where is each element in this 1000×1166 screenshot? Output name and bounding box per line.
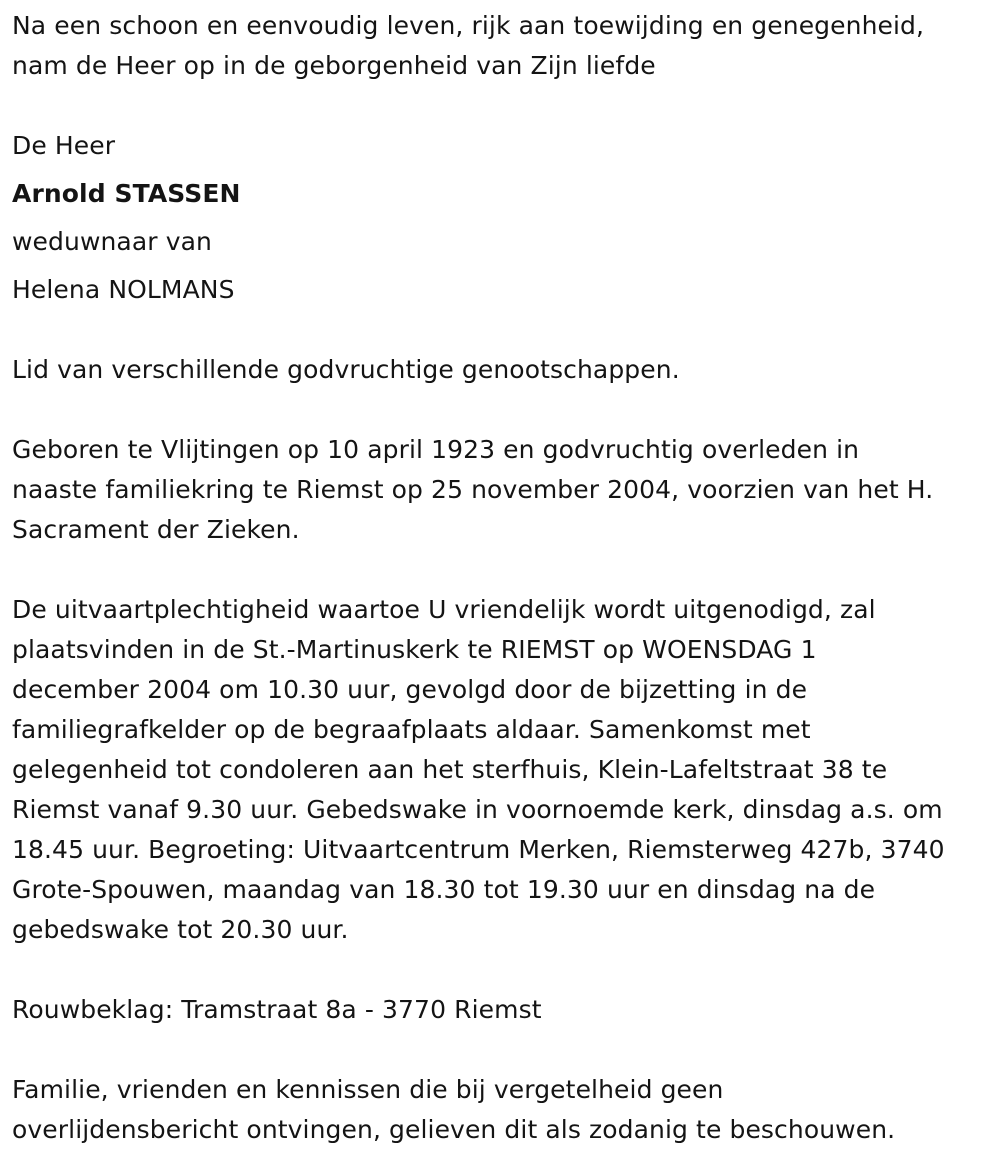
condolence-address: Rouwbeklag: Tramstraat 8a - 3770 Riemst bbox=[12, 995, 542, 1024]
closing-line-2: overlijdensbericht ontvingen, gelieven dit als zodanig te beschouwen. bbox=[12, 1115, 896, 1144]
funeral-line-5: gelegenheid tot condoleren aan het sterfhuis, Klein-Lafeltstraat 38 te bbox=[12, 755, 888, 784]
intro-line-1: Na een schoon en eenvoudig leven, rijk aan toewijding en genegenheid, bbox=[12, 11, 925, 40]
intro-line-2: nam de Heer op in de geborgenheid van Zijn liefde bbox=[12, 51, 656, 80]
birth-death-line-3: Sacrament der Zieken. bbox=[12, 515, 300, 544]
funeral-line-9: gebedswake tot 20.30 uur. bbox=[12, 915, 349, 944]
birth-death-line-1: Geboren te Vlijtingen op 10 april 1923 en godvruchtig overleden in bbox=[12, 435, 860, 464]
funeral-line-2: plaatsvinden in de St.-Martinuskerk te RIEMST op WOENSDAG 1 bbox=[12, 635, 817, 664]
funeral-line-3: december 2004 om 10.30 uur, gevolgd door de bijzetting in de bbox=[12, 675, 808, 704]
deceased-name: Arnold STASSEN bbox=[12, 179, 241, 208]
title-line: De Heer bbox=[12, 131, 116, 160]
birth-death-line-2: naaste familiekring te Riemst op 25 november 2004, voorzien van het H. bbox=[12, 475, 934, 504]
spouse-name: Helena NOLMANS bbox=[12, 275, 235, 304]
relation-line: weduwnaar van bbox=[12, 227, 212, 256]
funeral-line-8: Grote-Spouwen, maandag van 18.30 tot 19.30 uur en dinsdag na de bbox=[12, 875, 876, 904]
funeral-line-4: familiegrafkelder op de begraafplaats aldaar. Samenkomst met bbox=[12, 715, 811, 744]
closing-line-1: Familie, vrienden en kennissen die bij vergetelheid geen bbox=[12, 1075, 724, 1104]
funeral-line-1: De uitvaartplechtigheid waartoe U vriendelijk wordt uitgenodigd, zal bbox=[12, 595, 876, 624]
funeral-line-6: Riemst vanaf 9.30 uur. Gebedswake in voornoemde kerk, dinsdag a.s. om bbox=[12, 795, 943, 824]
funeral-line-7: 18.45 uur. Begroeting: Uitvaartcentrum Merken, Riemsterweg 427b, 3740 bbox=[12, 835, 945, 864]
membership-line: Lid van verschillende godvruchtige genootschappen. bbox=[12, 355, 680, 384]
